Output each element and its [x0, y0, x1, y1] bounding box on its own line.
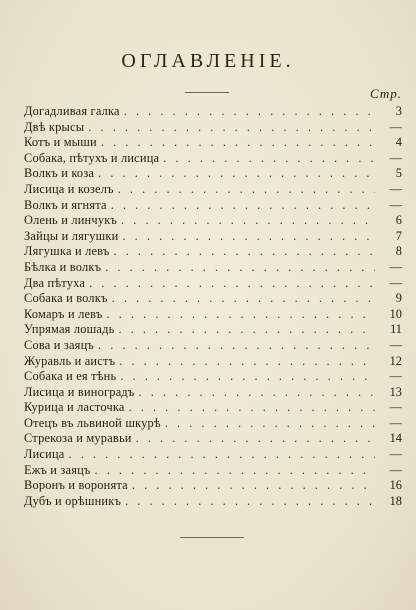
dot-leader [111, 198, 375, 214]
toc-entry [24, 447, 402, 463]
toc-entry-title: Лисица и виноградъ [24, 384, 135, 399]
toc-entry-title: Олень и линчукъ [24, 213, 118, 228]
toc-entry-page: 7 [395, 228, 402, 243]
toc-entry-page: — [389, 462, 402, 477]
dot-leader [120, 369, 375, 385]
toc-entry-title: Курица и ласточка [24, 400, 125, 415]
dot-leader [132, 478, 375, 494]
toc-entry [24, 244, 402, 260]
dot-leader [118, 182, 375, 198]
toc-entry [24, 416, 402, 432]
toc-entry-page: 5 [395, 166, 402, 181]
dot-leader [105, 260, 375, 276]
dot-leader [122, 229, 375, 245]
toc-entry [24, 198, 402, 214]
dot-leader [118, 322, 375, 338]
toc-entry-page: 18 [389, 493, 402, 508]
toc-entry-page: — [389, 447, 402, 462]
toc-entry [24, 431, 402, 447]
toc-entry-page: 11 [390, 322, 402, 337]
toc-entry [24, 385, 402, 401]
toc-entry [24, 213, 402, 229]
toc-entry-title: Отецъ въ львиной шкурѣ [24, 415, 161, 430]
toc-entry-page: 12 [389, 353, 402, 368]
toc-entry-title: Лисица и козелъ [24, 181, 114, 196]
dot-leader [165, 416, 375, 432]
dot-leader [101, 135, 375, 151]
toc-entry [24, 478, 402, 494]
toc-entry [24, 120, 402, 136]
dot-leader [124, 104, 375, 120]
toc-entry-page: 3 [395, 104, 402, 118]
toc-entry-title: Сова и заяцъ [24, 337, 95, 352]
toc-entry-page: 10 [389, 306, 402, 321]
toc-entry-title: Двѣ крысы [24, 119, 85, 134]
toc-entry-title: Котъ и мыши [24, 135, 97, 150]
toc-entry-page: — [389, 197, 402, 212]
toc-entry-title: Собака, пѣтухъ и лисица [24, 150, 160, 165]
dot-leader [163, 151, 375, 167]
toc-entry-page: — [389, 337, 402, 352]
toc-entry [24, 276, 402, 292]
toc-entry [24, 151, 402, 167]
dot-leader [112, 291, 375, 307]
toc-entry-page: 4 [395, 135, 402, 150]
toc-entry-page: — [389, 181, 402, 196]
bottom-divider [180, 537, 244, 538]
toc-entry-title: Бѣлка и волкъ [24, 259, 102, 274]
toc-entry-title: Лягушка и левъ [24, 244, 110, 259]
dot-leader [136, 431, 375, 447]
dot-leader [69, 447, 376, 463]
toc-entry-title: Лисица [24, 447, 65, 462]
toc-entry [24, 229, 402, 245]
toc-entry [24, 260, 402, 276]
dot-leader [119, 354, 375, 370]
toc-entry-title: Воронъ и воронята [24, 478, 128, 493]
dot-leader [98, 338, 375, 354]
toc-entry-title: Комаръ и левъ [24, 306, 103, 321]
toc-entry-title: Два пѣтуха [24, 275, 86, 290]
toc-entry-page: — [389, 415, 402, 430]
toc-entry-title: Собака и волкъ [24, 291, 108, 306]
toc-entry [24, 400, 402, 416]
toc-entry-title: Догадливая галка [24, 104, 120, 118]
toc-entry-title: Зайцы и лягушки [24, 228, 119, 243]
toc-entry [24, 369, 402, 385]
toc-entry [24, 166, 402, 182]
toc-entry-page: — [389, 369, 402, 384]
dot-leader [98, 166, 375, 182]
toc-entry [24, 307, 402, 323]
toc-entry-page: — [389, 259, 402, 274]
toc-entry-title: Волкъ и ягнята [24, 197, 107, 212]
dot-leader [95, 463, 375, 479]
dot-leader [89, 276, 375, 292]
toc-entry [24, 354, 402, 370]
toc-entry-page: 8 [395, 244, 402, 259]
dot-leader [125, 494, 375, 510]
dot-leader [114, 244, 375, 260]
toc-entry [24, 463, 402, 479]
toc-entry-page: — [389, 119, 402, 134]
toc-entry-page: — [389, 275, 402, 290]
toc-entry [24, 338, 402, 354]
dot-leader [107, 307, 375, 323]
page-column-header: Стр. [370, 86, 402, 101]
toc-entry [24, 291, 402, 307]
toc-entry-page: — [389, 400, 402, 415]
dot-leader [139, 385, 375, 401]
toc-entry-title: Собака и ея тѣнь [24, 369, 117, 384]
page-title: ОГЛАВЛЕНІЕ. [121, 50, 295, 72]
toc-entry-title: Дубъ и орѣшникъ [24, 493, 122, 508]
toc-entry-title: Журавль и аистъ [24, 353, 116, 368]
toc-entry [24, 135, 402, 151]
toc-entry-page: 16 [389, 478, 402, 493]
toc-entry-page: 9 [395, 291, 402, 306]
toc-entry-title: Ежъ и заяцъ [24, 462, 91, 477]
toc-entry-title: Упрямая лошадь [24, 322, 115, 337]
toc-entry-page: 14 [389, 431, 402, 446]
toc-entry-page: — [389, 150, 402, 165]
title-divider [185, 92, 229, 93]
table-of-contents [24, 104, 402, 509]
dot-leader [88, 120, 375, 136]
toc-entry [24, 182, 402, 198]
toc-entry [24, 322, 402, 338]
toc-entry-title: Волкъ и коза [24, 166, 95, 181]
toc-entry-page: 6 [395, 213, 402, 228]
toc-entry [24, 104, 402, 120]
toc-entry [24, 494, 402, 510]
toc-entry-title: Стрекоза и муравьи [24, 431, 132, 446]
dot-leader [121, 213, 375, 229]
toc-entry-page: 13 [389, 384, 402, 399]
dot-leader [129, 400, 375, 416]
